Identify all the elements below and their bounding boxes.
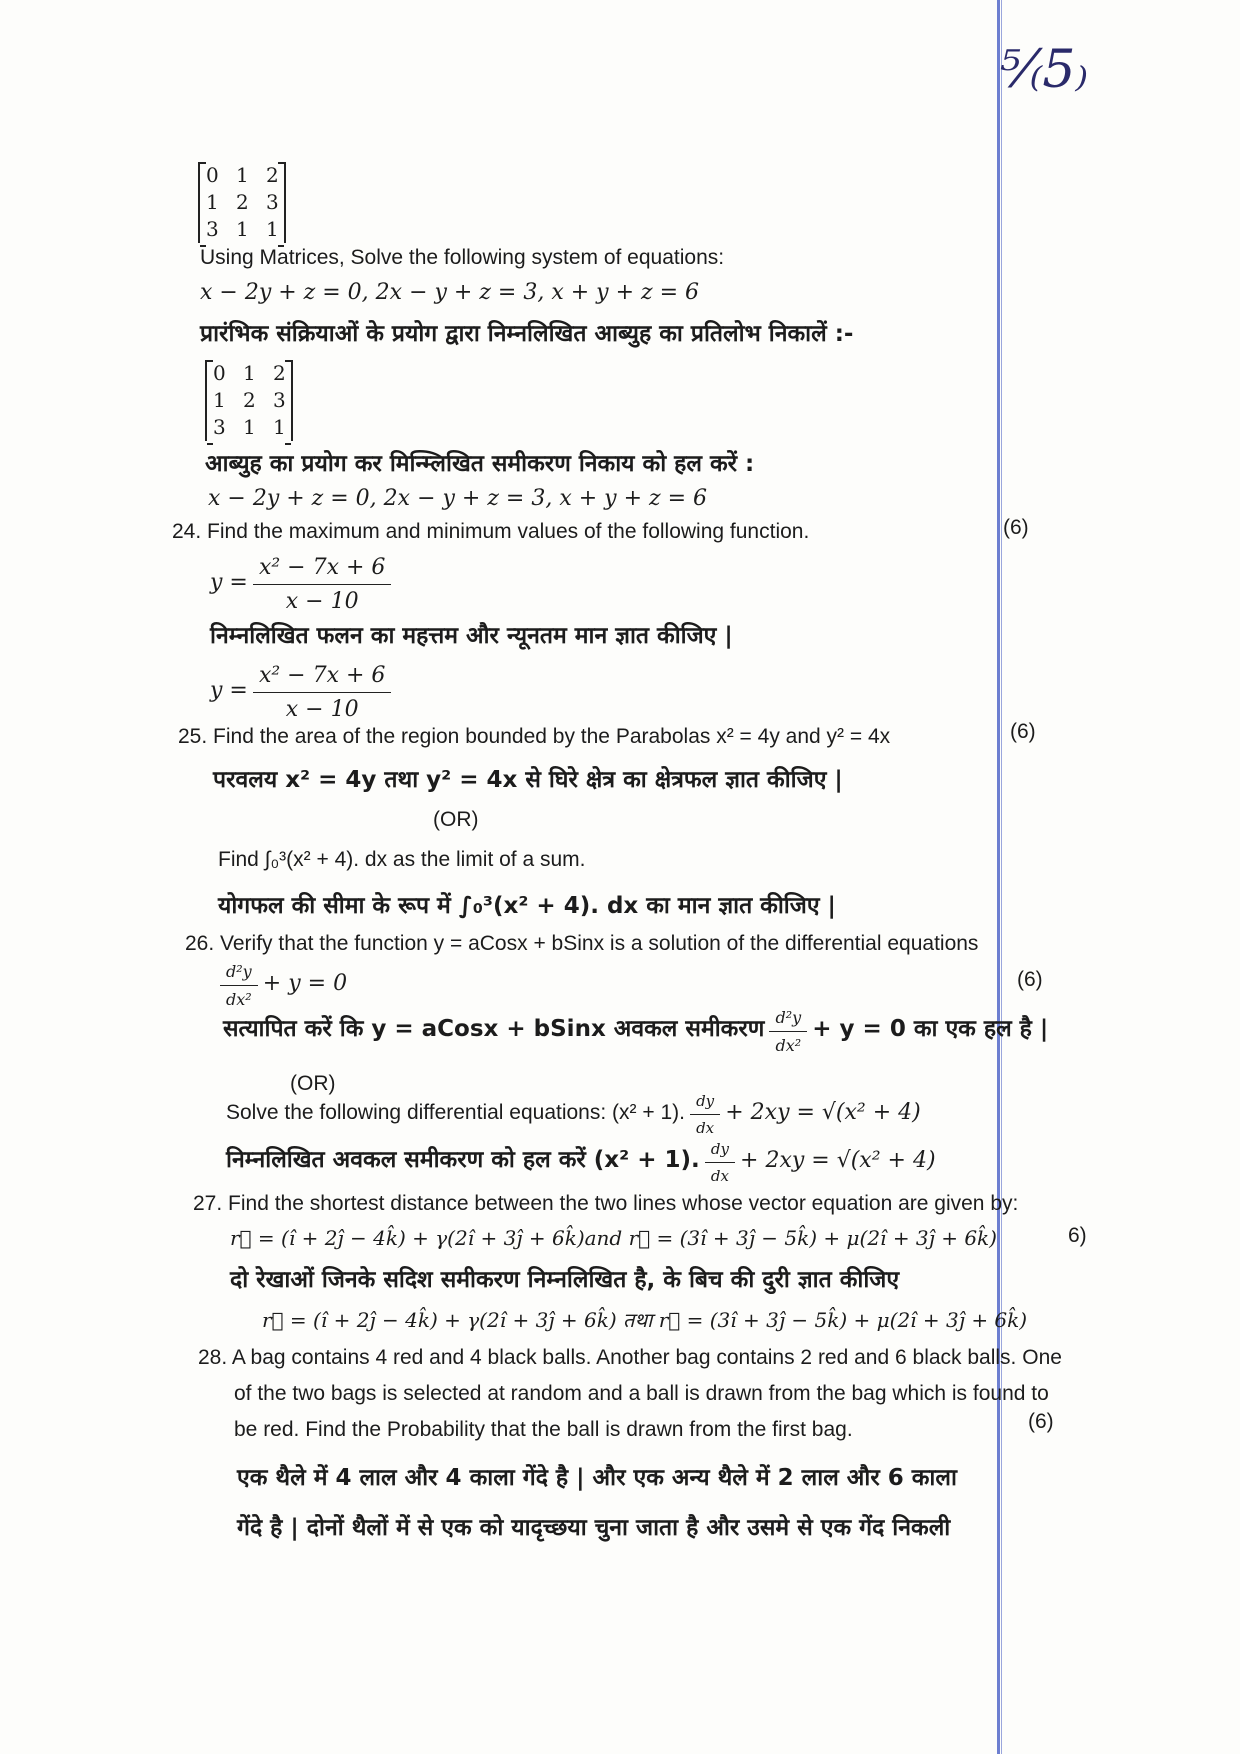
q26-hindi: सत्यापित करें कि y = aCosx + bSinx अवकल समीकरण $\frac{\text{d²y}}{\text{dx²}}$ + y = 0 का एक हल है | [223,1008,1049,1055]
q24-fraction: $\frac{\text{x² − 7x + 6}}{x - 10}$ [253,555,391,614]
q24-question: 24. Find the maximum and minimum values of the following function. [172,520,810,543]
q28-marks: (6) [1028,1410,1054,1433]
q25-alt-hindi: योगफल की सीमा के रूप में ∫₀³(x² + 4). dx का मान ज्ञात कीजिए | [218,893,836,919]
matrix-row: 0 1 2 [206,163,279,187]
q28-line3: be red. Find the Probability that the ball is drawn from the first bag. [234,1418,853,1441]
q24-marks: (6) [1003,516,1029,539]
q27-vector-equation-hindi: r⃗ = (î + 2ĵ − 4k̂) + γ(2î + 3ĵ + 6k̂) तथा r⃗ = (3î + 3ĵ − 5k̂) + μ(2î + 3ĵ + 6k̂) [262,1308,1028,1332]
matrix-row: 3 1 1 [213,415,286,439]
q28-line2: of the two bags is selected at random and a ball is drawn from the bag which is found to [234,1382,1049,1405]
q26-equation: $\frac{\text{d²y}}{\text{dx²}}$ + y = 0 [220,962,347,1009]
q28-hindi1: एक थैले में 4 लाल और 4 काला गेंदे है | और एक अन्य थैले में 2 लाल और 6 काला [237,1465,957,1491]
q25-marks: (6) [1010,720,1036,743]
q26-alt-question: Solve the following differential equations: (x² + 1). $\frac{dy}{dx}$ + 2xy = √(x² + 4) [226,1092,921,1137]
q27-question: 27. Find the shortest distance between the two lines whose vector equation are given by: [193,1192,1019,1215]
margin-rule-secondary [1001,0,1002,1754]
page-mark: ⁵⁄₍5₎ [1000,40,1089,100]
q23-hindi-inverse: प्रारंभिक संक्रियाओं के प्रयोग द्वारा निम्नलिखित आब्युह का प्रतिलोभ निकालें :- [200,321,854,347]
q24-function-hindi: y = $\frac{\text{x² − 7x + 6}}{x - 10}$ [210,663,391,722]
q23-hindi-solve: आब्युह का प्रयोग कर मिन्म्लिखित समीकरण निकाय को हल करें : [205,451,755,477]
matrix-row: 3 1 1 [206,217,279,241]
matrix-row: 1 2 3 [213,388,286,412]
q24-hindi: निम्नलिखित फलन का महत्तम और न्यूनतम मान ज्ञात कीजिए | [210,623,733,649]
q26-alt-hindi: निम्नलिखित अवकल समीकरण को हल करें (x² + 1). $\frac{dy}{dx}$ + 2xy = √(x² + 4) [226,1140,936,1185]
matrix-row: 0 1 2 [213,361,286,385]
q25-hindi: परवलय x² = 4y तथा y² = 4x से घिरे क्षेत्र का क्षेत्रफल ज्ञात कीजिए | [213,767,843,793]
q25-or: (OR) [433,808,479,831]
q24-function: y = $\frac{\text{x² − 7x + 6}}{x - 10}$ [210,555,391,614]
margin-rule [997,0,1000,1754]
q24-fraction-hindi: $\frac{\text{x² − 7x + 6}}{x - 10}$ [253,663,391,722]
q25-question: 25. Find the area of the region bounded by the Parabolas x² = 4y and y² = 4x [178,725,891,748]
matrix-hindi [205,360,293,441]
q26-marks: (6) [1017,968,1043,991]
q26-question: 26. Verify that the function y = aCosx + bSinx is a solution of the differential equations [185,932,979,955]
q26-or: (OR) [290,1072,336,1095]
q23-equations-hindi: x − 2y + z = 0, 2x − y + z = 3, x + y + z = 6 [208,486,708,511]
q27-vector-equation: r⃗ = (î + 2ĵ − 4k̂) + γ(2î + 3ĵ + 6k̂)and r⃗ = (3î + 3ĵ − 5k̂) + μ(2î + 3ĵ + 6k̂) [230,1226,997,1250]
q23-solve-text: Using Matrices, Solve the following system of equations: [200,246,725,269]
matrix-row: 1 2 3 [206,190,279,214]
matrix-top [198,162,286,243]
q25-alt-question: Find ∫₀³(x² + 4). dx as the limit of a sum. [218,848,586,871]
q27-hindi: दो रेखाओं जिनके सदिश समीकरण निम्नलिखित है, के बिच की दुरी ज्ञात कीजिए [230,1267,900,1293]
q28-line1: 28. A bag contains 4 red and 4 black balls. Another bag contains 2 red and 6 black balls. One [198,1346,1062,1369]
q28-hindi2: गेंदे है | दोनों थैलों में से एक को यादृच्छया चुना जाता है और उसमे से एक गेंद निकली [237,1515,951,1541]
q23-equations: x − 2y + z = 0, 2x − y + z = 3, x + y + z = 6 [200,280,700,305]
q27-marks: 6) [1068,1224,1087,1247]
